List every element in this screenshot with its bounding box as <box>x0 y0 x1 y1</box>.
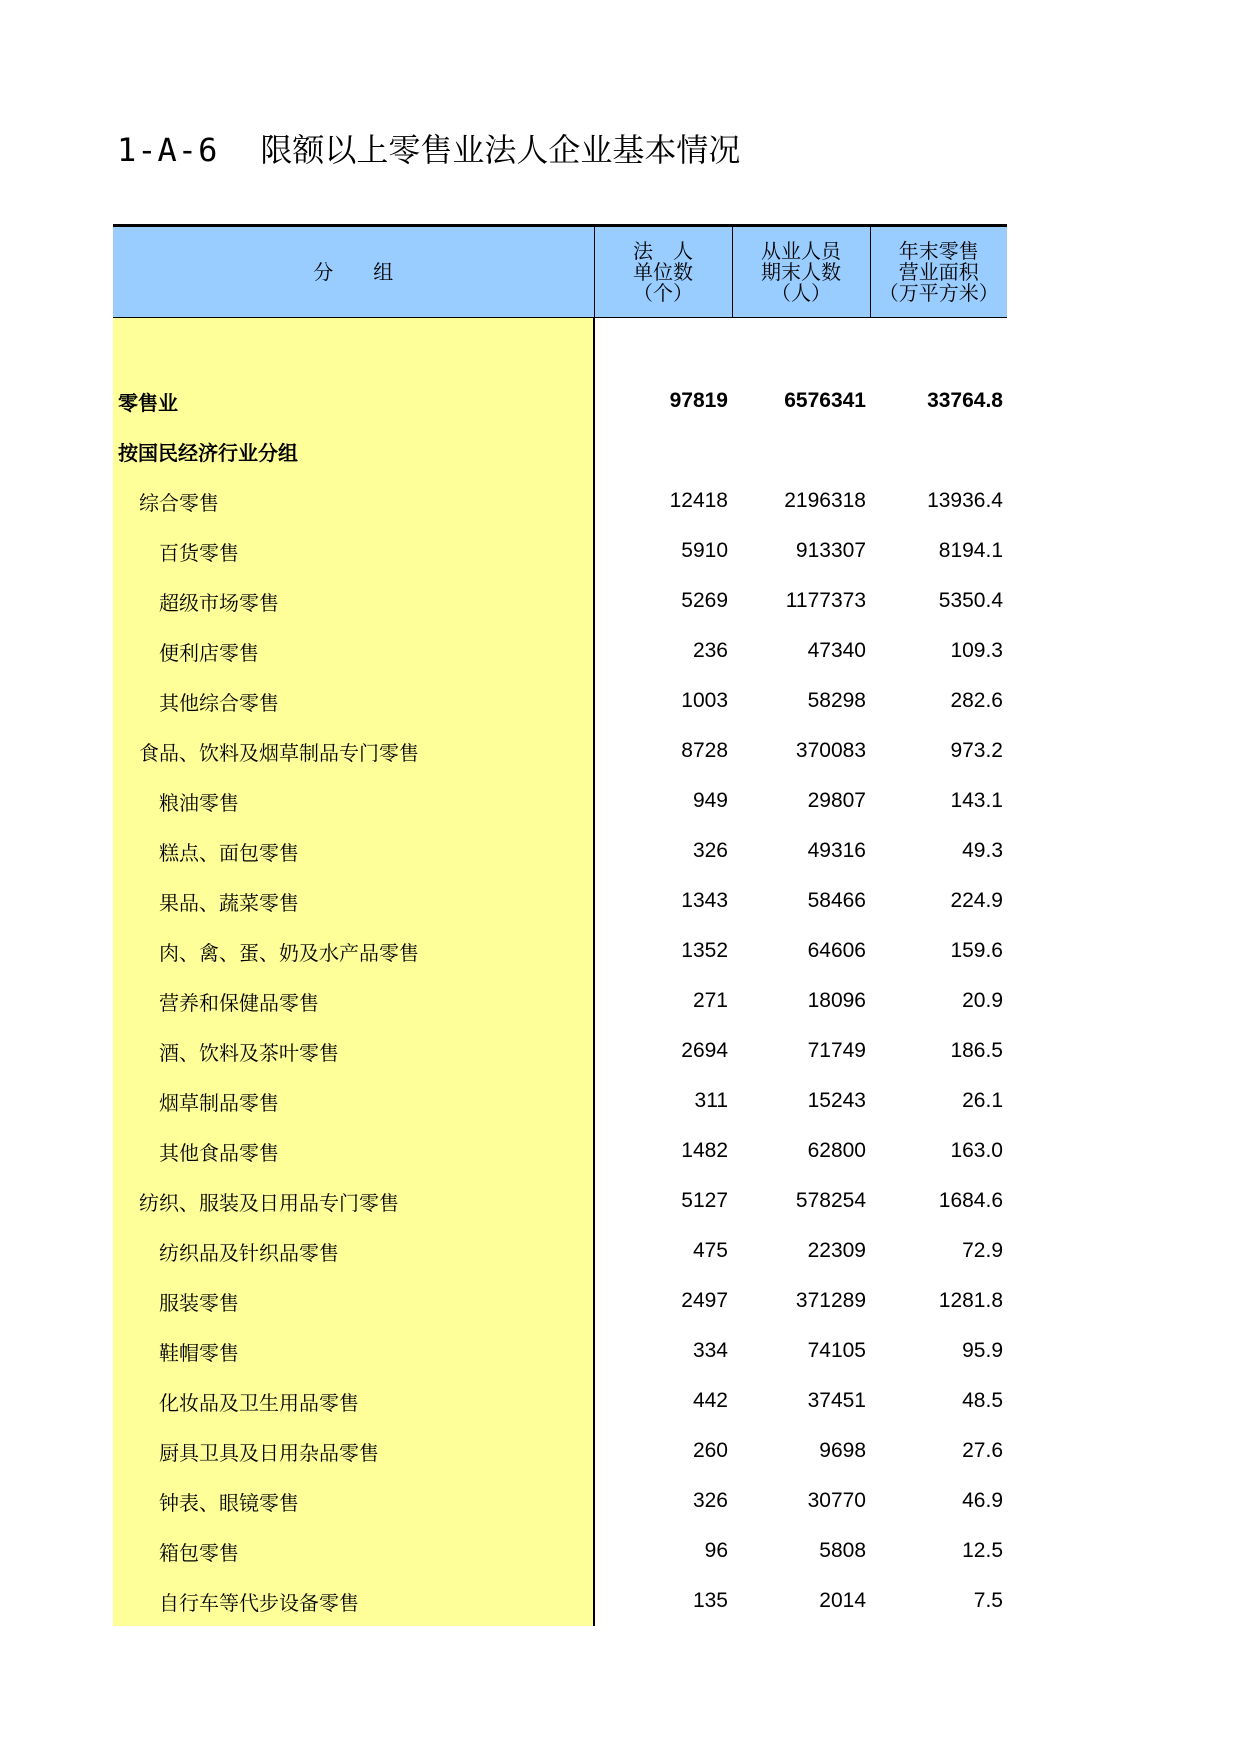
legal-units-cell: 2694 <box>681 1039 728 1062</box>
legal-units-cell: 1343 <box>681 889 728 912</box>
legal-units-cell: 442 <box>692 1389 728 1412</box>
retail-area-cell: 27.6 <box>962 1439 1003 1462</box>
row-label: 其他食品零售 <box>113 1126 594 1176</box>
table-number: 1-A-6 <box>117 131 219 169</box>
table-row <box>113 1076 1007 1126</box>
retail-area-cell: 26.1 <box>962 1089 1003 1112</box>
header-row <box>113 226 1007 318</box>
row-label: 超级市场零售 <box>113 576 594 626</box>
table-row <box>113 1326 1007 1376</box>
retail-area-cell: 72.9 <box>962 1239 1003 1262</box>
employees-column-header <box>732 226 870 318</box>
header-line: （个） <box>633 280 693 305</box>
row-label: 自行车等代步设备零售 <box>113 1576 594 1626</box>
row-label: 酒、饮料及茶叶零售 <box>113 1026 594 1076</box>
legal-units-cell: 135 <box>692 1589 728 1612</box>
legal-units-cell: 236 <box>692 639 728 662</box>
legal-units-cell: 8728 <box>681 739 728 762</box>
header-line: 年末零售 <box>898 238 979 263</box>
legal-units-cell: 949 <box>692 789 728 812</box>
statistics-table <box>113 224 1007 1626</box>
row-label: 纺织、服装及日用品专门零售 <box>113 1176 594 1226</box>
legal-units-cell: 326 <box>692 1489 728 1512</box>
row-label: 服装零售 <box>113 1276 594 1326</box>
table-row <box>113 726 1007 776</box>
legal-units-cell: 5127 <box>681 1189 728 1212</box>
row-label: 鞋帽零售 <box>113 1326 594 1376</box>
legal-units-cell: 326 <box>692 839 728 862</box>
legal-units-cell: 12418 <box>669 489 728 512</box>
employees-cell: 58298 <box>807 689 866 712</box>
table-row <box>113 676 1007 726</box>
header-line: 单位数 <box>633 259 693 284</box>
legal-units-cell <box>594 426 732 476</box>
legal-units-cell: 1003 <box>681 689 728 712</box>
legal-units-cell: 475 <box>692 1239 728 1262</box>
employees-cell: 2014 <box>819 1589 866 1612</box>
employees-cell: 370083 <box>795 739 866 762</box>
retail-area-cell: 13936.4 <box>927 489 1003 512</box>
retail-area-cell: 973.2 <box>950 739 1003 762</box>
table-row <box>113 426 1007 476</box>
row-label: 化妆品及卫生用品零售 <box>113 1376 594 1426</box>
employees-cell: 47340 <box>807 639 866 662</box>
header-line: 法 人 <box>633 238 693 263</box>
retail-area-cell: 33764.8 <box>927 389 1003 412</box>
retail-area-cell: 95.9 <box>962 1339 1003 1362</box>
row-label: 钟表、眼镜零售 <box>113 1476 594 1526</box>
header-line: 营业面积 <box>898 259 979 284</box>
retail-area-cell: 1684.6 <box>938 1189 1003 1212</box>
table-row <box>113 826 1007 876</box>
legal-units-cell: 5910 <box>681 539 728 562</box>
legal-units-cell: 96 <box>704 1539 728 1562</box>
row-label: 厨具卫具及日用杂品零售 <box>113 1426 594 1476</box>
employees-cell: 1177373 <box>785 589 866 612</box>
row-label: 营养和保健品零售 <box>113 976 594 1026</box>
table-row <box>113 376 1007 426</box>
header-line: （万平方米） <box>878 280 999 305</box>
row-label: 果品、蔬菜零售 <box>113 876 594 926</box>
employees-cell: 71749 <box>807 1039 866 1062</box>
employees-cell: 22309 <box>807 1239 866 1262</box>
row-label: 其他综合零售 <box>113 676 594 726</box>
legal-units-cell: 97819 <box>669 389 728 412</box>
retail-area-cell: 12.5 <box>962 1539 1003 1562</box>
retail-area-cell: 159.6 <box>950 939 1003 962</box>
header-line: 期末人数 <box>761 259 841 284</box>
table-row <box>113 876 1007 926</box>
table-row <box>113 1376 1007 1426</box>
row-label: 烟草制品零售 <box>113 1076 594 1126</box>
employees-cell: 29807 <box>807 789 866 812</box>
row-label: 箱包零售 <box>113 1526 594 1576</box>
group-header-char: 组 <box>373 259 394 284</box>
table-row <box>113 1276 1007 1326</box>
employees-cell: 371289 <box>795 1289 866 1312</box>
table-row <box>113 1526 1007 1576</box>
retail-area-cell: 224.9 <box>950 889 1003 912</box>
row-label: 纺织品及针织品零售 <box>113 1226 594 1276</box>
retail-area-cell: 163.0 <box>950 1139 1003 1162</box>
table-row <box>113 926 1007 976</box>
retail-area-cell: 46.9 <box>962 1489 1003 1512</box>
row-label: 肉、禽、蛋、奶及水产品零售 <box>113 926 594 976</box>
employees-cell: 64606 <box>807 939 866 962</box>
legal-units-cell: 271 <box>692 989 728 1012</box>
employees-cell: 2196318 <box>784 489 866 512</box>
row-label: 粮油零售 <box>113 776 594 826</box>
employees-cell: 62800 <box>807 1139 866 1162</box>
legal-units-cell: 1482 <box>681 1139 728 1162</box>
legal-units-cell: 1352 <box>681 939 728 962</box>
employees-cell: 74105 <box>807 1339 866 1362</box>
employees-cell: 15243 <box>807 1089 866 1112</box>
employees-cell <box>732 426 870 476</box>
table-title: 限额以上零售业法人企业基本情况 <box>260 131 741 169</box>
row-label: 百货零售 <box>113 526 594 576</box>
table-row <box>113 1176 1007 1226</box>
header-line: （人） <box>771 280 831 305</box>
retail-area-cell: 7.5 <box>973 1589 1003 1612</box>
retail-area-column-header <box>870 226 1007 318</box>
retail-area-cell <box>870 426 1007 476</box>
legal-units-cell: 311 <box>694 1089 728 1112</box>
retail-area-cell: 49.3 <box>962 839 1003 862</box>
table-row <box>113 576 1007 626</box>
legal-units-column-header <box>594 226 732 318</box>
employees-cell: 6576341 <box>784 389 866 412</box>
employees-cell: 30770 <box>807 1489 866 1512</box>
table-row <box>113 526 1007 576</box>
employees-cell: 37451 <box>807 1389 866 1412</box>
employees-cell: 18096 <box>807 989 866 1012</box>
legal-units-cell: 260 <box>692 1439 728 1462</box>
group-column-header <box>113 226 594 318</box>
employees-cell: 5808 <box>819 1539 866 1562</box>
retail-area-cell: 109.3 <box>950 639 1003 662</box>
row-label: 按国民经济行业分组 <box>113 426 594 476</box>
retail-area-cell: 20.9 <box>962 989 1003 1012</box>
retail-area-cell: 1281.8 <box>938 1289 1003 1312</box>
table-row <box>113 776 1007 826</box>
employees-cell: 578254 <box>795 1189 866 1212</box>
table-row <box>113 1476 1007 1526</box>
table-row <box>113 976 1007 1026</box>
retail-area-cell: 186.5 <box>950 1039 1003 1062</box>
table-row <box>113 476 1007 526</box>
retail-area-cell: 48.5 <box>962 1389 1003 1412</box>
page-title <box>117 128 740 172</box>
group-header-char: 分 <box>313 259 334 284</box>
employees-cell: 9698 <box>819 1439 866 1462</box>
row-label: 零售业 <box>113 376 594 426</box>
legal-units-cell: 2497 <box>681 1289 728 1312</box>
legal-units-cell: 334 <box>692 1339 728 1362</box>
table-row <box>113 1426 1007 1476</box>
table-row <box>113 1576 1007 1626</box>
retail-area-cell: 5350.4 <box>938 589 1003 612</box>
row-label: 糕点、面包零售 <box>113 826 594 876</box>
header-line: 从业人员 <box>761 238 841 263</box>
row-label: 综合零售 <box>113 476 594 526</box>
row-label: 便利店零售 <box>113 626 594 676</box>
row-label: 食品、饮料及烟草制品专门零售 <box>113 726 594 776</box>
spacer-row <box>113 318 1007 377</box>
retail-area-cell: 143.1 <box>950 789 1003 812</box>
employees-cell: 913307 <box>795 539 866 562</box>
legal-units-cell: 5269 <box>681 589 728 612</box>
table-row <box>113 626 1007 676</box>
employees-cell: 49316 <box>807 839 866 862</box>
retail-area-cell: 282.6 <box>950 689 1003 712</box>
table-row <box>113 1026 1007 1076</box>
retail-area-cell: 8194.1 <box>938 539 1003 562</box>
table-row <box>113 1226 1007 1276</box>
table-row <box>113 1126 1007 1176</box>
employees-cell: 58466 <box>807 889 866 912</box>
